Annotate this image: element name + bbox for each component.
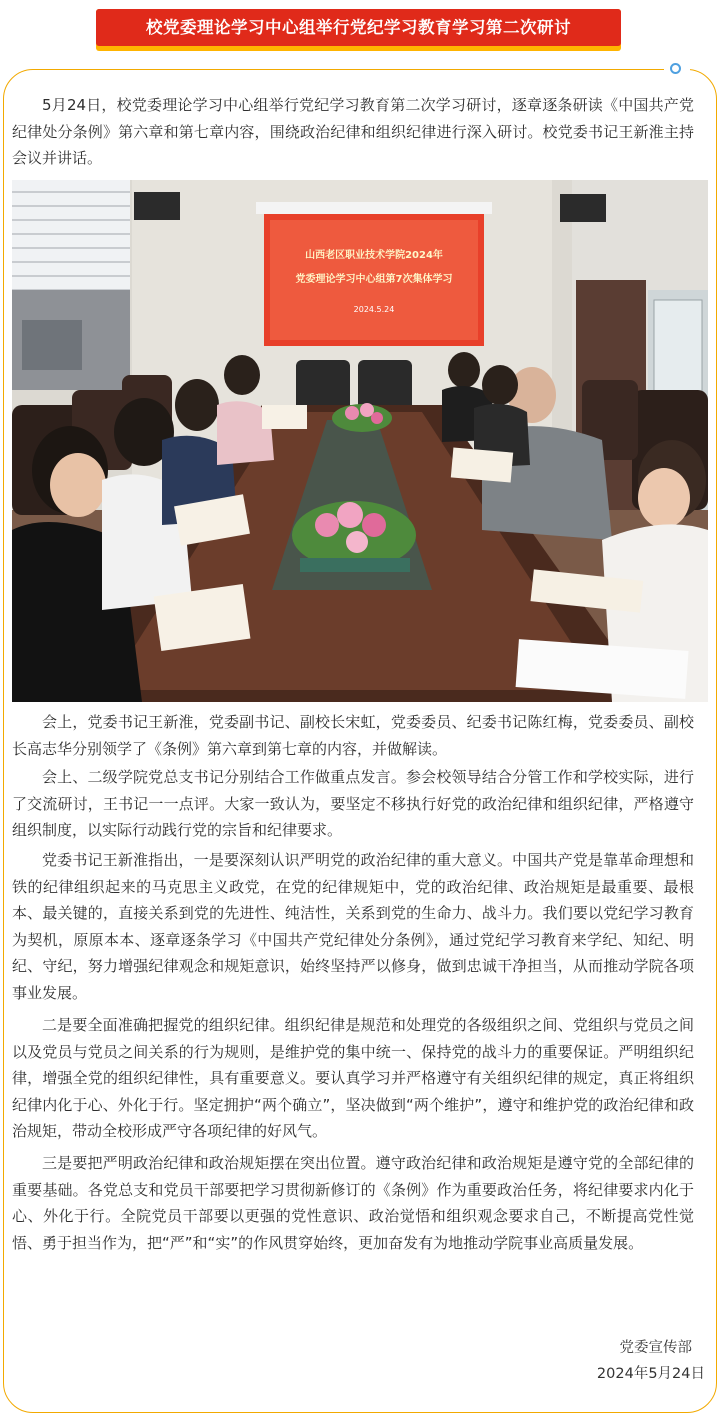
speaker-right [560, 194, 606, 222]
ring-icon [670, 63, 681, 74]
paragraph-intro: 5月24日，校党委理论学习中心组举行党纪学习教育第二次学习研讨，逐章逐条研读《中国共产党纪律处分条例》第六章和第七章内容，围绕政治纪律和组织纪律进行深入研讨。校党委书记王新淮主持会议并讲话。 [12, 96, 694, 167]
paragraph-6: 三是要把严明政治纪律和政治规矩摆在突出位置。遵守政治纪律和政治规矩是遵守党的全部纪律的重要基础。各党总支和党员干部要把学习贯彻新修订的《条例》作为重要政治任务，将纪律要求内化于心、外化于行。全院党员干部要以更强的党性意识、政治觉悟和组织观念要求自己，不断提高党性觉悟、勇于担当作为，把“严”和“实”的作风贯穿始终，更加奋发有为地推动学院事业高质量发展。 [12, 1154, 694, 1252]
paragraph-4: 党委书记王新淮指出，一是要深刻认识严明党的政治纪律的重大意义。中国共产党是靠革命理想和铁的纪律组织起来的马克思主义政党，在党的纪律规矩中，党的政治纪律、政治规矩是最重要、最根本、最关键的，直接关系到党的先进性、纯洁性，关系到党的生命力、战斗力。我们要以党纪学习教育为契机，原原本本、逐章逐条学习《中国共产党纪律处分条例》，通过党纪学习教育来学纪、知纪、明纪、守纪，努力增强纪律观念和规矩意识，始终坚持严以修身，做到忠诚干净担当，从而推动学院各项事业发展。 [12, 851, 694, 1002]
paragraph-2: 会上，党委书记王新淮，党委副书记、副校长宋虹，党委委员、纪委书记陈红梅，党委委员、副校长高志华分别领学了《条例》第六章到第七章的内容，并做解读。 [12, 713, 694, 758]
screen-line-1: 山西老区职业技术学院2024年 [305, 250, 443, 261]
paragraph-3: 会上、二级学院党总支书记分别结合工作做重点发言。参会校领导结合分管工作和学校实际，进行了交流研讨，王书记一一点评。大家一致认为，要坚定不移执行好党的政治纪律和组织纪律，严格遵守组织制度，以实际行动践行党的宗旨和纪律要求。 [12, 768, 694, 839]
title-banner [96, 9, 621, 51]
meeting-photo [12, 180, 708, 702]
signature-date: 2024年5月24日 [596, 1366, 705, 1382]
screen-line-2: 党委理论学习中心组第7次集体学习 [295, 274, 453, 285]
paragraph-5: 二是要全面准确把握党的组织纪律。组织纪律是规范和处理党的各级组织之间、党组织与党员之间以及党员与党员之间关系的行为规则，是维护党的集中统一、保持党的战斗力的重要保证。严明组织纪律，增强全党的组织纪律性，具有重要意义。要认真学习并严格遵守有关组织纪律的规定，真正将组织纪律内化于心、外化于行。坚定拥护“两个确立”，坚决做到“两个维护”，遵守和维护党的政治纪律和政治规矩，带动全校形成严守各项纪律的好风气。 [12, 1016, 694, 1140]
screen-date: 2024.5.24 [353, 305, 395, 314]
page-title: 校党委理论学习中心组举行党纪学习教育学习第二次研讨 [96, 9, 621, 46]
speaker-left [134, 192, 180, 220]
signature-department: 党委宣传部 [619, 1340, 692, 1356]
